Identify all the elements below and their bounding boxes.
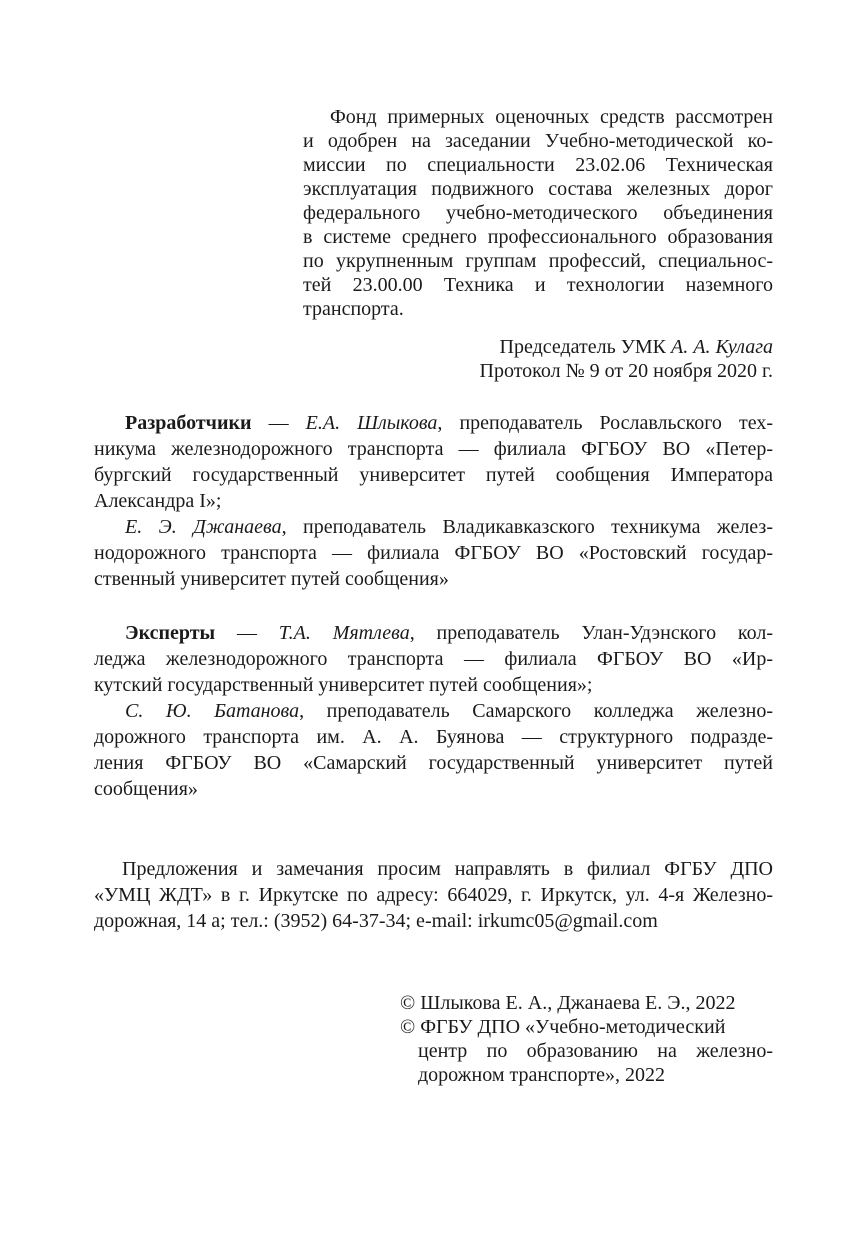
person-name: Е.А. Шлыкова (305, 412, 438, 434)
text-line (125, 410, 773, 436)
text-segment: — (251, 412, 306, 434)
text-line (418, 1039, 773, 1063)
text-line (303, 273, 773, 297)
text-segment: леджа железнодорожного транспорта — филиала ФГБОУ ВО «Ир- (94, 648, 773, 670)
text-line (94, 750, 773, 776)
text-segment: Фонд примерных оценочных средств рассмотрен (330, 106, 773, 128)
text-line (94, 882, 773, 908)
text-segment: дорожного транспорта им. А. А. Буянова — структурного подразде- (94, 726, 773, 748)
text-segment: сообщения» (94, 778, 198, 800)
text-line (94, 540, 773, 566)
text-segment: Предложения и замечания просим направлять в филиал ФГБУ ДПО (122, 858, 773, 880)
text-segment: транспорта. (303, 298, 404, 320)
text-line (418, 1063, 773, 1087)
text-segment: федерального учебно-методического объединения (303, 202, 773, 224)
text-line (125, 620, 773, 646)
text-segment: нодорожного транспорта — филиала ФГБОУ ВО «Ростовский государ- (94, 542, 773, 564)
text-segment: и одобрен на заседании Учебно-методической ко- (303, 130, 773, 152)
text-segment: дорожная, 14 а; тел.: (3952) 64-37-34; e-mail: irkumc05@gmail.com (94, 910, 658, 932)
text-line (400, 1015, 773, 1039)
text-segment: никума железнодорожного транспорта — филиала ФГБОУ ВО «Петер- (94, 438, 773, 460)
text-segment: Председатель УМК (499, 336, 672, 358)
text-segment: , преподаватель Самарского колледжа железно- (299, 700, 773, 722)
text-segment: , преподаватель Рославльского тех- (437, 412, 773, 434)
text-line (303, 335, 773, 359)
text-line (94, 488, 773, 514)
text-line (303, 297, 773, 321)
text-segment: в системе среднего профессионального образования (303, 226, 773, 248)
text-segment: эксплуатация подвижного состава железных дорог (303, 178, 773, 200)
text-segment: ления ФГБОУ ВО «Самарский государственный университет путей (94, 752, 773, 774)
text-line (303, 129, 773, 153)
text-segment: ственный университет путей сообщения» (94, 568, 449, 590)
text-segment: кутский государственный университет путей сообщения»; (94, 674, 593, 696)
text-line (125, 514, 773, 540)
person-name: Т.А. Мятлева (278, 622, 410, 644)
text-line (330, 105, 773, 129)
text-line (94, 908, 773, 934)
text-segment: «УМЦ ЖДТ» в г. Иркутске по адресу: 664029, г. Иркутск, ул. 4-я Железно- (94, 884, 773, 906)
text-segment: Протокол № 9 от 20 ноября 2020 г. (479, 360, 773, 382)
text-line (94, 776, 773, 802)
text-segment: миссии по специальности 23.02.06 Техническая (303, 154, 773, 176)
text-segment: дорожном транспорте», 2022 (418, 1064, 665, 1086)
text-line (303, 153, 773, 177)
person-name: А. А. Кулага (671, 336, 773, 358)
bold-heading: Эксперты (125, 622, 216, 644)
bold-heading: Разработчики (125, 412, 252, 434)
text-segment: , преподаватель Владикавказского техникума желез- (281, 516, 773, 538)
text-line (303, 177, 773, 201)
text-line (94, 646, 773, 672)
text-segment: — (215, 622, 279, 644)
text-segment: тей 23.00.00 Техника и технологии наземного (303, 274, 773, 296)
text-line (94, 724, 773, 750)
text-line (303, 249, 773, 273)
text-line (94, 462, 773, 488)
text-line (94, 672, 773, 698)
text-line (94, 566, 773, 592)
text-segment: , преподаватель Улан-Удэнского кол- (409, 622, 773, 644)
text-line (122, 856, 773, 882)
text-segment: центр по образованию на железно- (418, 1040, 773, 1062)
text-line (400, 991, 773, 1015)
text-line (303, 359, 773, 383)
text-line (125, 698, 773, 724)
text-segment: Александра I»; (94, 490, 222, 512)
person-name: С. Ю. Батанова (125, 700, 300, 722)
text-segment: по укрупненным группам профессий, специальнос- (303, 250, 773, 272)
text-segment: © Шлыкова Е. А., Джанаева Е. Э., 2022 (400, 992, 736, 1014)
text-segment: © ФГБУ ДПО «Учебно-методический (400, 1016, 726, 1038)
text-segment: бургский государственный университет путей сообщения Императора (94, 464, 773, 486)
text-line (94, 436, 773, 462)
person-name: Е. Э. Джанаева (125, 516, 282, 538)
text-line (303, 201, 773, 225)
text-line (303, 225, 773, 249)
